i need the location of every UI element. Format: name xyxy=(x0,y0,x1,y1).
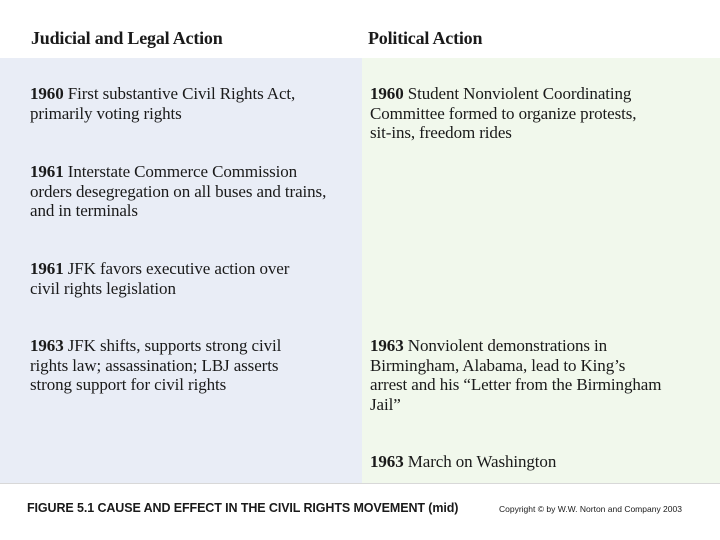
judicial-entry xyxy=(30,259,289,298)
entry-year: 1963 xyxy=(370,336,404,355)
entry-text: Nonviolent demonstrations in Birmingham, Alabama, lead to King’s arrest and his “Letter from the Birmingham Jail” xyxy=(370,336,662,414)
copyright-notice: Copyright © by W.W. Norton and Company 2003 xyxy=(499,504,682,514)
footer-divider xyxy=(0,483,720,484)
judicial-entry xyxy=(30,84,295,123)
figure-caption: FIGURE 5.1 CAUSE AND EFFECT IN THE CIVIL RIGHTS MOVEMENT (mid) xyxy=(27,501,459,515)
entry-year: 1960 xyxy=(370,84,404,103)
entry-text: First substantive Civil Rights Act, primarily voting rights xyxy=(30,84,296,123)
political-column-title: Political Action xyxy=(368,28,483,48)
political-entry xyxy=(370,452,556,472)
entry-text: Interstate Commerce Commission orders desegregation on all buses and trains, and in terminals xyxy=(30,162,327,220)
political-entry xyxy=(370,84,636,143)
entry-text: JFK shifts, supports strong civil rights law; assassination; LBJ asserts strong support for civil rights xyxy=(30,336,282,394)
judicial-entry xyxy=(30,336,281,395)
entry-year: 1961 xyxy=(30,162,64,181)
judicial-entry xyxy=(30,162,326,221)
entry-year: 1960 xyxy=(30,84,64,103)
entry-text: Student Nonviolent Coordinating Committee formed to organize protests, sit-ins, freedom rides xyxy=(370,84,637,142)
entry-year: 1963 xyxy=(370,452,404,471)
entry-year: 1963 xyxy=(30,336,64,355)
entry-text: JFK favors executive action over civil rights legislation xyxy=(30,259,290,298)
political-entry xyxy=(370,336,661,414)
judicial-column-title: Judicial and Legal Action xyxy=(31,28,223,48)
entry-text: March on Washington xyxy=(407,452,557,471)
entry-year: 1961 xyxy=(30,259,64,278)
